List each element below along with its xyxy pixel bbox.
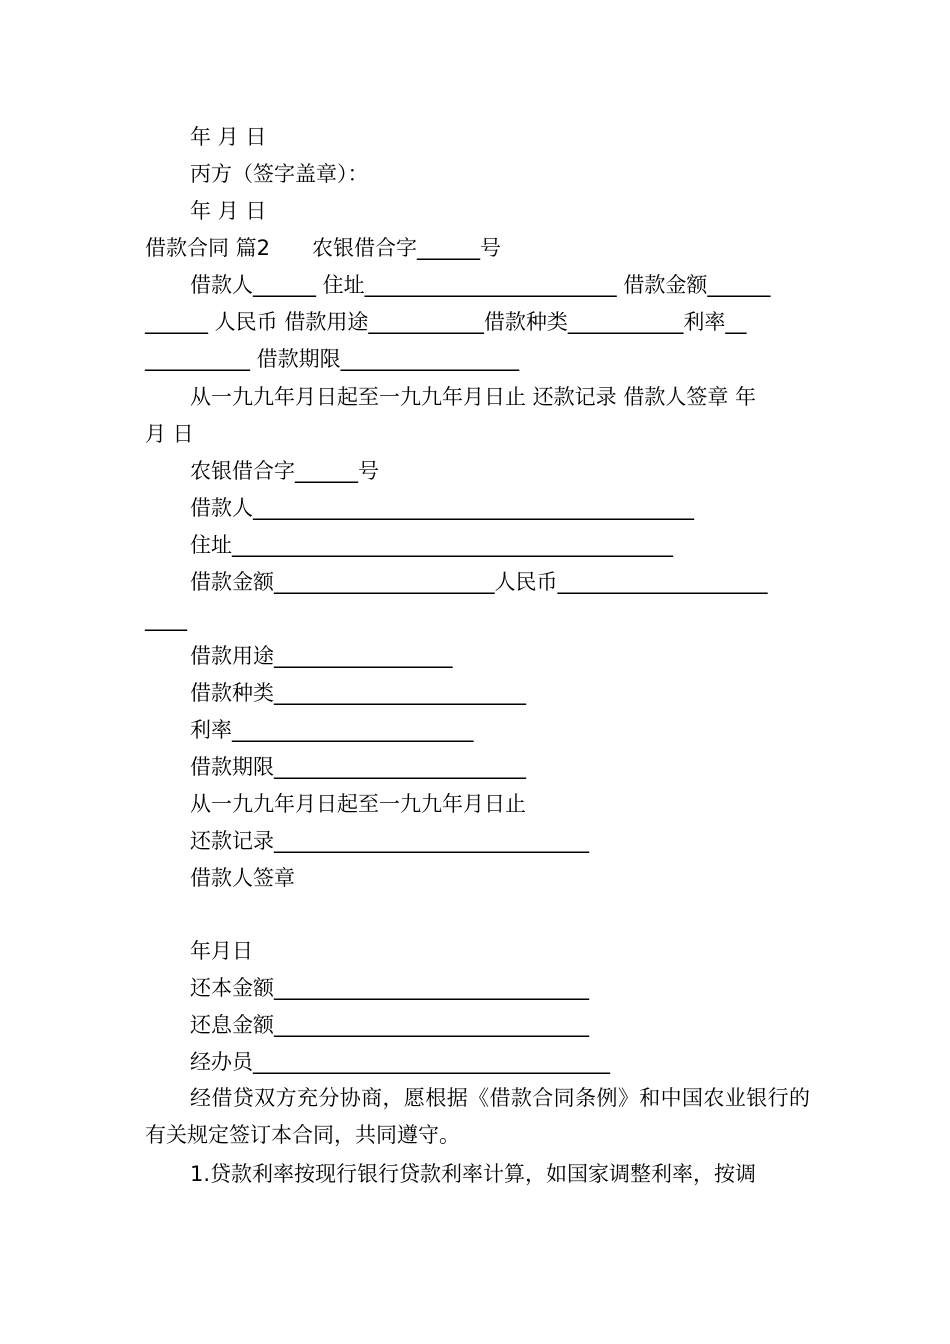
clause-1: 1.贷款利率按现行银行贷款利率计算，如国家调整利率，按调	[190, 1162, 757, 1186]
loan-term-line: __________ 借款期限_________________	[145, 347, 520, 371]
interest-repaid-field: 还息金额______________________________	[190, 1013, 589, 1037]
agreement-paragraph: 经借贷双方充分协商，愿根据《借款合同条例》和中国农业银行的有关规定签订本合同，共同遵守。	[145, 1086, 810, 1147]
principal-repaid-field: 还本金额______________________________	[190, 976, 589, 1000]
period-line: 从一九九年月日起至一九九年月日止 还款记录 借款人签章 年	[190, 385, 757, 409]
borrower-info-line: 借款人______ 住址________________________ 借款金额______	[190, 273, 771, 297]
borrower-seal-label: 借款人签章	[190, 866, 295, 890]
loan-purpose-field: 借款用途_________________	[190, 644, 453, 668]
date-line: 年月日	[190, 939, 253, 963]
loan-term-field: 借款期限________________________	[190, 755, 526, 779]
repayment-record-field: 还款记录______________________________	[190, 829, 589, 853]
address-field: 住址__________________________________________	[190, 533, 673, 557]
contract-heading: 借款合同 篇2 农银借合字______号	[145, 236, 502, 260]
interest-rate-field: 利率_______________________	[190, 718, 474, 742]
contract-number: 农银借合字______号	[190, 459, 379, 483]
date-line: 年 月 日	[190, 199, 267, 223]
handler-field: 经办员__________________________________	[190, 1050, 610, 1074]
loan-amount-field: 借款金额_____________________人民币____________________	[190, 570, 768, 594]
loan-type-field: 借款种类________________________	[190, 681, 526, 705]
loan-amount-continuation: ____	[145, 607, 187, 631]
loan-info-line: ______ 人民币 借款用途___________借款种类___________利率__	[145, 310, 747, 334]
date-line: 年 月 日	[190, 125, 267, 149]
period-line: 从一九九年月日起至一九九年月日止	[190, 792, 526, 816]
party-c-signature: 丙方（签字盖章）：	[190, 162, 369, 186]
date-line: 月 日	[145, 422, 194, 446]
borrower-field: 借款人__________________________________________	[190, 496, 694, 520]
